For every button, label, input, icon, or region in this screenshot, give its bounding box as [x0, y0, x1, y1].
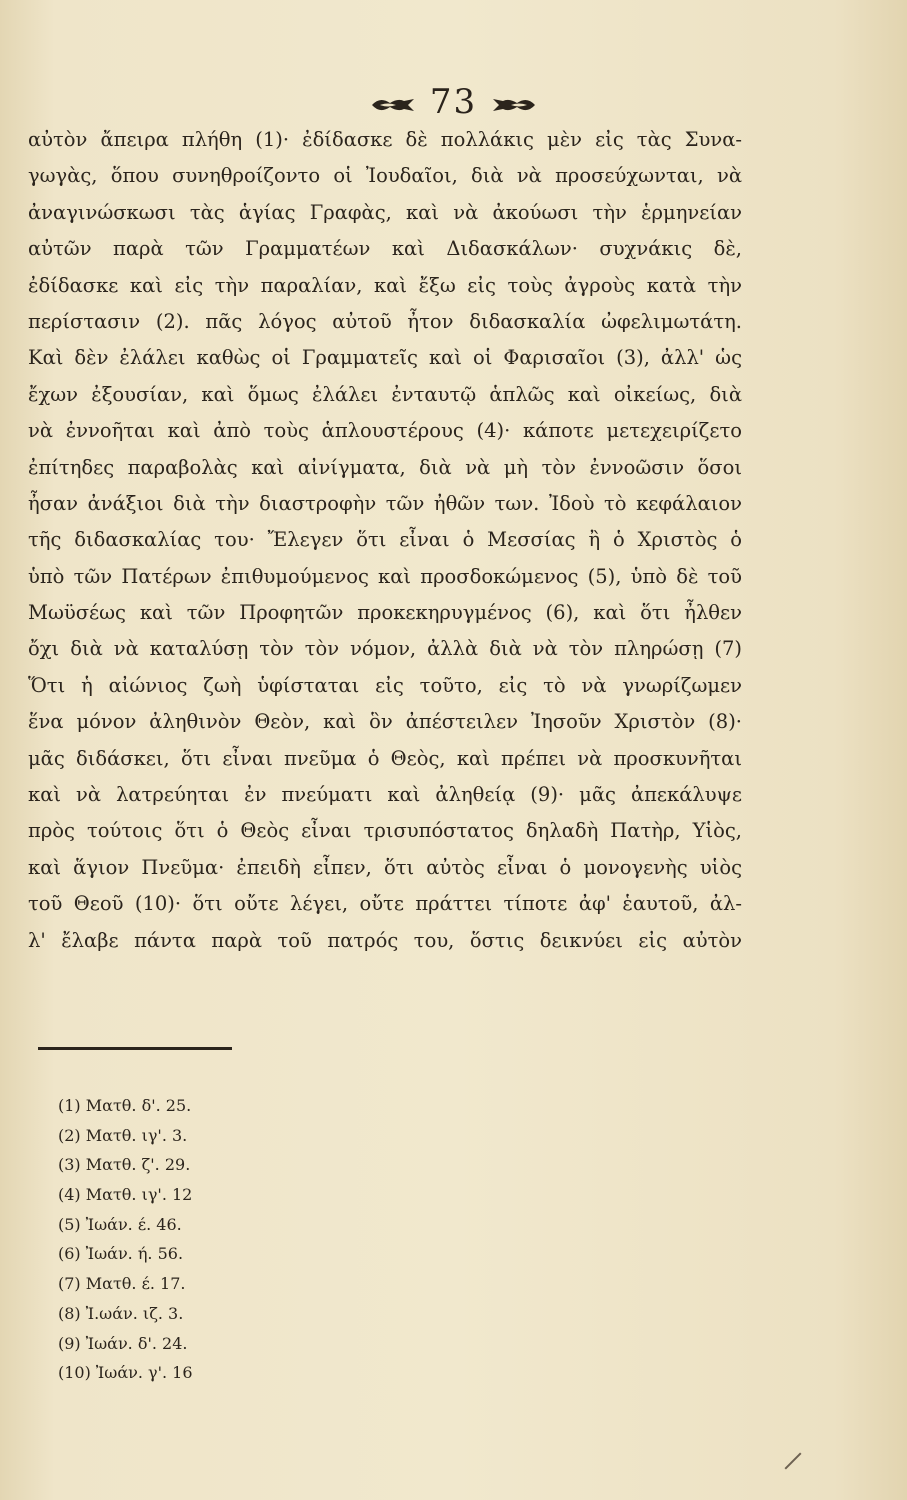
footnote: (4) Ματθ. ιγ'. 12	[58, 1185, 193, 1205]
text-line: Μωϋσέως καὶ τῶν Προφητῶν προκεκηρυγμένος (6), καὶ ὅτι ἦλθεν	[28, 601, 742, 625]
footnotes	[58, 1091, 418, 1388]
right-ornament-icon	[491, 84, 537, 124]
text-line: ἔχων ἐξουσίαν, καὶ ὅμως ἐλάλει ἐνταυτῷ ἁπλῶς καὶ οἰκείως, διὰ	[28, 382, 742, 406]
text-line: μᾶς διδάσκει, ὅτι εἶναι πνεῦμα ὁ Θεὸς, καὶ πρέπει νὰ προσκυνῆται	[28, 746, 742, 770]
text-line: ἐδίδασκε καὶ εἰς τὴν παραλίαν, καὶ ἔξω εἰς τοὺς ἀγροὺς κατὰ τὴν	[28, 273, 742, 297]
pencil-mark	[785, 1453, 802, 1470]
footnote: (5) Ἰωάν. έ. 46.	[58, 1214, 182, 1234]
text-line: νὰ ἐννοῆται καὶ ἀπὸ τοὺς ἁπλουστέρους (4)· κάποτε μετεχειρίζετο	[28, 419, 742, 443]
left-ornament-icon	[370, 84, 416, 124]
text-line: ἦσαν ἀνάξιοι διὰ τὴν διαστροφὴν τῶν ἠθῶν των. Ἰδοὺ τὸ κεφάλαιον	[28, 491, 742, 515]
text-line: ὑπὸ τῶν Πατέρων ἐπιθυμούμενος καὶ προσδοκώμενος (5), ὑπὸ δὲ τοῦ	[28, 564, 742, 588]
text-line: περίστασιν (2). πᾶς λόγος αὐτοῦ ἦτον διδασκαλία ὠφελιμωτάτη.	[28, 309, 742, 333]
footnote: (9) Ἰωάν. δ'. 24.	[58, 1333, 188, 1353]
text-line: ἕνα μόνον ἀληθινὸν Θεὸν, καὶ ὃν ἀπέστειλεν Ἰησοῦν Χριστὸν (8)·	[28, 710, 742, 734]
page-header	[0, 82, 907, 124]
text-line: Ὅτι ἡ αἰώνιος ζωὴ ὑφίσταται εἰς τοῦτο, εἰς τὸ νὰ γνωρίζωμεν	[28, 673, 742, 697]
text-line: τῆς διδασκαλίας του· Ἔλεγεν ὅτι εἶναι ὁ Μεσσίας ἢ ὁ Χριστὸς ὁ	[28, 528, 742, 552]
footnote: (2) Ματθ. ιγ'. 3.	[58, 1125, 188, 1145]
text-line: αὐτὸν ἄπειρα πλήθη (1)· ἐδίδασκε δὲ πολλάκις μὲν εἰς τὰς Συνα-	[28, 128, 742, 151]
footnote: (6) Ἰωάν. ή. 56.	[58, 1244, 184, 1264]
page-number: 73	[429, 82, 478, 122]
text-line: καὶ νὰ λατρεύηται ἐν πνεύματι καὶ ἀληθείᾳ (9)· μᾶς ἀπεκάλυψε	[28, 783, 742, 807]
footnote: (3) Ματθ. ζ'. 29.	[58, 1155, 191, 1175]
text-line: λ' ἔλαβε πάντα παρὰ τοῦ πατρός του, ὅστις δεικνύει εἰς αὐτὸν	[28, 928, 742, 952]
footnote: (1) Ματθ. δ'. 25.	[58, 1096, 192, 1115]
footnote: (8) Ἰ.ωάν. ιζ. 3.	[58, 1303, 184, 1323]
footnote-divider	[38, 1047, 232, 1050]
footnote: (10) Ἰωάν. γ'. 16	[58, 1363, 193, 1383]
text-line: ἀναγινώσκωσι τὰς ἁγίας Γραφὰς, καὶ νὰ ἀκούωσι τὴν ἑρμηνείαν	[28, 200, 742, 224]
text-line: ὄχι διὰ νὰ καταλύσῃ τὸν τὸν νόμον, ἀλλὰ διὰ νὰ τὸν πληρώσῃ (7)	[28, 637, 742, 661]
text-line: γωγὰς, ὅπου συνηθροίζοντο οἱ Ἰουδαῖοι, διὰ νὰ προσεύχωνται, νὰ	[28, 164, 742, 188]
text-line: τοῦ Θεοῦ (10)· ὅτι οὔτε λέγει, οὔτε πράττει τίποτε ἀφ' ἑαυτοῦ, ἀλ-	[28, 892, 742, 916]
text-line: πρὸς τούτοις ὅτι ὁ Θεὸς εἶναι τρισυπόστατος δηλαδὴ Πατὴρ, Υἱὸς,	[28, 819, 742, 843]
text-line: αὐτῶν παρὰ τῶν Γραμματέων καὶ Διδασκάλων· συχνάκις δὲ,	[28, 237, 742, 261]
text-line: ἐπίτηδες παραβολὰς καὶ αἰνίγματα, διὰ νὰ μὴ τὸν ἐννοῶσιν ὅσοι	[28, 455, 742, 479]
footnote: (7) Ματθ. έ. 17.	[58, 1274, 186, 1294]
body-text	[28, 122, 742, 959]
text-line: Καὶ δὲν ἐλάλει καθὼς οἱ Γραμματεῖς καὶ οἱ Φαρισαῖοι (3), ἀλλ' ὡς	[28, 346, 742, 370]
text-line: καὶ ἅγιον Πνεῦμα· ἐπειδὴ εἶπεν, ὅτι αὐτὸς εἶναι ὁ μονογενὴς υἱὸς	[28, 855, 742, 879]
